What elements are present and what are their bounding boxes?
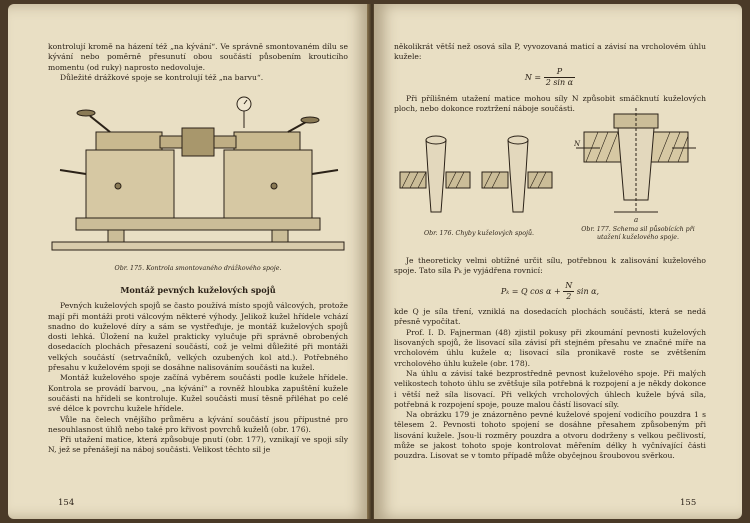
- figure-176-illustration: [396, 132, 556, 222]
- paragraph: Montáž kuželového spoje začíná vyběrem součásti podle kužele hřídele. Kontrola se provádí barvou, „na kývání“ a rovněž hloubka zapuštění kužele součásti na hřídeli se kontroluje. Kužel součásti musí těsně přiléhat po celé své délce k povrchu kužele hřídele.: [48, 373, 348, 414]
- formula-1: [394, 67, 706, 89]
- left-top-text: [48, 42, 348, 83]
- section-heading: Montáž pevných kuželových spojů: [120, 285, 276, 295]
- left-page: [8, 4, 370, 519]
- formula-1-lhs: N =: [524, 72, 542, 82]
- paragraph: kde Q je síla tření, vzniklá na dosedacích plochách součástí, která se nedá přesně vypočítat.: [394, 307, 706, 327]
- paragraph: kontrolují kromě na házení též „na kývání“. Ve správně smontovaném dílu se kývání nebo poměrně přesunutí obou součástí působením krouticího momentu (od ruky) naprosto nedovoluje.: [48, 42, 348, 72]
- paragraph: Prof. I. D. Fajnerman (48) zjistil pokusy při zkoumání pevnosti kuželových lisovaných spojů, že lisovací síla závisí při stejném přesahu ve značné míře na vrcholovém úhlu kužele α; lisovací síla pronikavě roste se zvětšením vrcholového úhlu kužele (obr. 178).: [394, 327, 706, 368]
- formula-2-numerator: N: [563, 281, 574, 292]
- figure-175-caption: Obr. 175. Kontrola smontovaného drážkového spoje.: [114, 265, 282, 272]
- figure-177-illustration: [574, 108, 704, 226]
- paragraph: Je theoreticky velmi obtížné určit sílu, potřebnou k zalisování kuželového spoje. Tato síla Pₖ je vyjádřena rovnicí:: [394, 256, 706, 276]
- paragraph: několikrát větší než osová síla P, vyvozovaná maticí a závisí na vrcholovém úhlu kužele:: [394, 42, 706, 62]
- formula-1-numerator: P: [544, 67, 575, 78]
- right-body-text: [394, 256, 706, 462]
- figure-176-caption: Obr. 176. Chyby kuželových spojů.: [423, 230, 535, 237]
- left-body-text: [48, 265, 348, 456]
- formula-2-denominator: 2: [566, 291, 572, 301]
- paragraph: Na obrázku 179 je znázorněno pevné kuželové spojení vodicího pouzdra 1 s tělesem 2. Pevnosti tohoto spojení se dosáhne přesahem způsobeným při lisování kužele. Jsou-li rozměry pouzdra a otvoru dodrženy s velkou pečlivostí, může se jakost tohoto spoje kontrolovat měřením délky h vyčnívající části pouzdra. Lisovat se v tomto případě může obyčejnou šroubovou svěrkou.: [394, 410, 706, 461]
- paragraph: Při přílišném utažení matice mohou síly N způsobit smáčknutí kuželových ploch, nebo dokonce roztržení náboje součásti.: [394, 94, 706, 114]
- paragraph: Pevných kuželových spojů se často používá místo spojů válcových, protože mají při montáži proti válcovým některé výhody. Jelikož kužel hřídele vchází snadno do kuželové díry a sám se vystřeďuje, je montáž kuželových spojů dosti lehká. Úložení na kužel prakticky vylučuje při správně obrobených dosedacích plochách přesazení součástí, což je velmi důležité při montáži velkých součástí (setrvačníků, velkých ozubených kol atd.). Potřebného přesahu v kuželovém spoji se dosáhne nalisováním součásti na kužel.: [48, 301, 348, 373]
- page-number: 155: [680, 498, 697, 508]
- formula-2: [394, 281, 706, 303]
- paragraph: Na úhlu α závisí také bezprostředně pevnost kuželového spoje. Při malých velikostech tohoto úhlu se zvětšuje síla potřebná k rozpojení a je někdy dokonce i větší než síla lisovací. Při velkých vrcholových úhlech kužele bývá síla, potřebná k rozpojení spoje, pouze malou částí lisovací síly.: [394, 368, 706, 409]
- figure-177-caption: Obr. 177. Schema sil působících při utažení kuželového spoje.: [581, 226, 695, 241]
- paragraph: Vůle na čelech vnějšího průměru a kývání součástí jsou přípustné pro nesouhlasnost úhlů nebo také pro křivost povrchů kuželů (obr. 176).: [48, 414, 348, 434]
- paragraph: Při utažení matice, která způsobuje pnutí (obr. 177), vznikají ve spoji síly N, jež se přenášejí na náboj součásti. Velikost těchto sil je: [48, 435, 348, 455]
- figure-177-label-n: N: [574, 140, 581, 148]
- right-page: [374, 4, 742, 519]
- formula-1-denominator: 2 sin α: [545, 77, 574, 87]
- figure-177-label-a: a: [634, 216, 639, 224]
- page-number: 154: [58, 498, 75, 508]
- figure-175-illustration: [48, 92, 348, 260]
- right-top-text: [394, 42, 706, 115]
- paragraph: Důležité drážkové spoje se kontrolují též „na barvu“.: [60, 72, 264, 82]
- formula-2-rhs: sin α,: [576, 286, 600, 296]
- formula-2-lhs: Pₖ = Q cos α +: [500, 286, 561, 296]
